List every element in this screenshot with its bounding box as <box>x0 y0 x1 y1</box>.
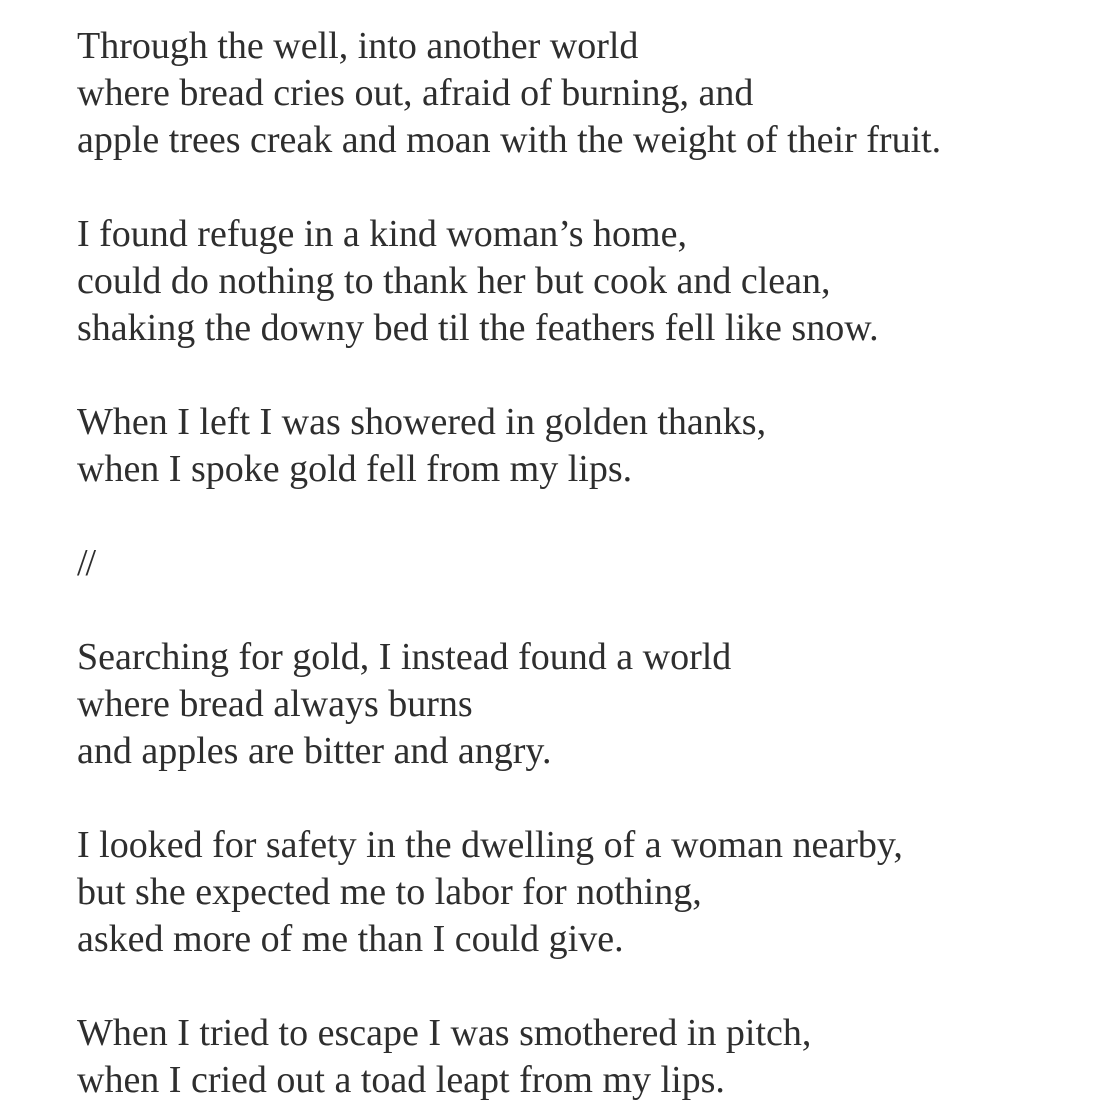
poem-line: where bread cries out, afraid of burning, and <box>77 72 754 114</box>
poem-line: When I left I was showered in golden thanks, <box>77 401 767 443</box>
stanza-golden-thanks <box>77 399 1087 493</box>
poem-line: shaking the downy bed til the feathers fell like snow. <box>77 307 879 349</box>
poem-line: Searching for gold, I instead found a world <box>77 636 732 678</box>
stanza-safety <box>77 822 1087 963</box>
stanza-well <box>77 23 1087 164</box>
poem-line: I found refuge in a kind woman’s home, <box>77 213 687 255</box>
stanza-searching <box>77 634 1087 775</box>
section-divider: // <box>77 542 95 584</box>
poem-line: when I cried out a toad leapt from my lips. <box>77 1059 725 1101</box>
poem-line: where bread always burns <box>77 683 473 725</box>
poem-line: Through the well, into another world <box>77 25 639 67</box>
poem-line: when I spoke gold fell from my lips. <box>77 448 633 490</box>
stanza-pitch <box>77 1010 1087 1104</box>
poem-line: and apples are bitter and angry. <box>77 730 552 772</box>
poem-line: could do nothing to thank her but cook and clean, <box>77 260 831 302</box>
stanza-refuge <box>77 211 1087 352</box>
poem-line: apple trees creak and moan with the weight of their fruit. <box>77 119 942 161</box>
poem-line: asked more of me than I could give. <box>77 918 624 960</box>
poem-line: but she expected me to labor for nothing, <box>77 871 702 913</box>
poem-line: I looked for safety in the dwelling of a woman nearby, <box>77 824 903 866</box>
poem <box>77 23 1087 1104</box>
poem-line: When I tried to escape I was smothered in pitch, <box>77 1012 812 1054</box>
